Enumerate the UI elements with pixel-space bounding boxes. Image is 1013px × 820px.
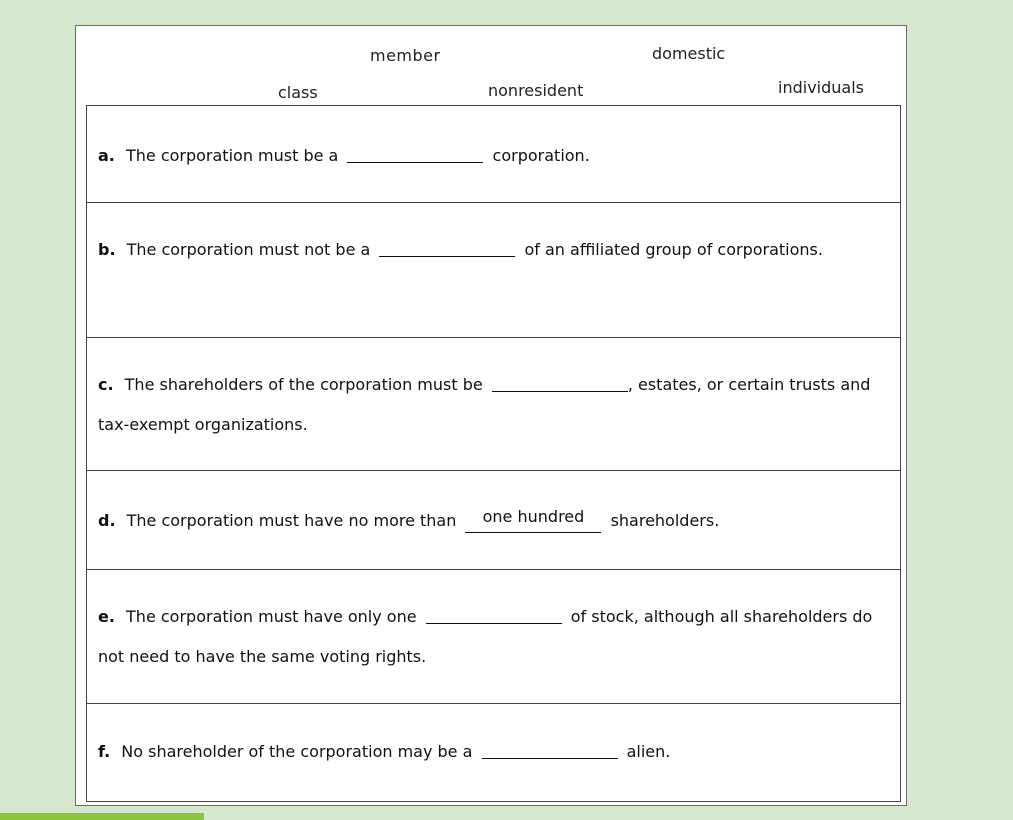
word-nonresident[interactable]: nonresident	[488, 81, 584, 100]
answer-blank-e[interactable]	[426, 605, 562, 624]
statement-text-before: The corporation must not be a	[126, 240, 371, 259]
answer-fill: one hundred	[482, 507, 585, 526]
statement-row-b	[87, 203, 900, 338]
statement-text-after: shareholders.	[610, 511, 720, 530]
answer-blank-a[interactable]	[347, 144, 483, 163]
answer-blank-b[interactable]	[379, 238, 515, 257]
statement-text-after: corporation.	[492, 146, 590, 165]
word-member[interactable]: member	[370, 46, 441, 65]
statement-letter: e.	[98, 607, 115, 626]
statement-text-before: The corporation must have only one	[126, 607, 417, 626]
statement-text-after: of stock, although all shareholders do not need to have the same voting rights.	[98, 607, 873, 666]
statement-text-before: The corporation must be a	[125, 146, 339, 165]
progress-accent-bar	[0, 813, 204, 820]
statement-letter: a.	[98, 146, 115, 165]
answer-blank-c[interactable]	[492, 373, 628, 392]
word-domestic[interactable]: domestic	[652, 44, 726, 63]
statement-letter: d.	[98, 511, 116, 530]
statement-letter: c.	[98, 375, 114, 394]
statement-letter: b.	[98, 240, 116, 259]
statement-row-f	[87, 704, 900, 802]
statements-table	[86, 105, 901, 802]
statement-row-e	[87, 570, 900, 704]
word-individuals[interactable]: individuals	[778, 78, 864, 97]
statement-text-after: of an affiliated group of corporations.	[524, 240, 823, 259]
word-class[interactable]: class	[278, 83, 318, 102]
answer-blank-d[interactable]	[465, 507, 601, 533]
statement-text-after: alien.	[626, 742, 671, 761]
statement-letter: f.	[98, 742, 111, 761]
statement-text-before: The shareholders of the corporation must be	[124, 375, 483, 394]
statement-text-before: No shareholder of the corporation may be a	[121, 742, 473, 761]
statement-row-d	[87, 471, 900, 570]
statement-text-after: , estates, or certain trusts and tax-exempt organizations.	[98, 375, 871, 434]
statement-text-before: The corporation must have no more than	[126, 511, 457, 530]
exercise-panel	[75, 25, 907, 806]
word-bank	[76, 26, 906, 105]
statement-row-a	[87, 106, 900, 203]
answer-blank-f[interactable]	[482, 740, 618, 759]
statement-row-c	[87, 338, 900, 471]
